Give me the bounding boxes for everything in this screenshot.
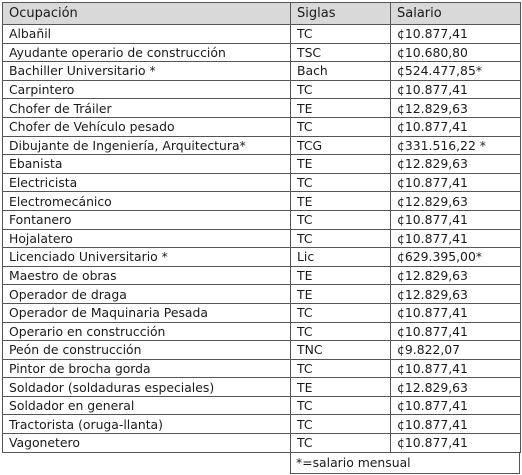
table-row [3, 80, 521, 99]
header-salary: Salario [391, 3, 521, 25]
cell-occupation: Operador de draga [3, 285, 291, 304]
cell-code: TC [291, 359, 391, 378]
table-row [3, 359, 521, 378]
cell-occupation: Electromecánico [3, 192, 291, 211]
cell-code: TE [291, 155, 391, 174]
footnote: *=salario mensual [290, 452, 520, 474]
table-row [3, 396, 521, 415]
cell-code: TE [291, 99, 391, 118]
cell-occupation: Soldador (soldaduras especiales) [3, 378, 291, 397]
cell-salary: ¢331.516,22 * [391, 136, 521, 155]
cell-code: TC [291, 210, 391, 229]
cell-salary: ¢10.877,41 [391, 210, 521, 229]
cell-code: TE [291, 285, 391, 304]
table-row [3, 285, 521, 304]
table-row [3, 25, 521, 44]
cell-code: TC [291, 173, 391, 192]
cell-code: Bach [291, 62, 391, 81]
table-row [3, 415, 521, 434]
cell-occupation: Operador de Maquinaria Pesada [3, 303, 291, 322]
cell-code: TC [291, 80, 391, 99]
table-row [3, 341, 521, 360]
table-row [3, 43, 521, 62]
table-row [3, 136, 521, 155]
cell-salary: ¢10.877,41 [391, 117, 521, 136]
cell-code: TE [291, 266, 391, 285]
table-row [3, 99, 521, 118]
cell-code: TC [291, 322, 391, 341]
cell-occupation: Chofer de Vehículo pesado [3, 117, 291, 136]
table-row [3, 210, 521, 229]
cell-salary: ¢12.829,63 [391, 155, 521, 174]
table-row [3, 229, 521, 248]
cell-salary: ¢10.877,41 [391, 396, 521, 415]
table-row [3, 192, 521, 211]
cell-code: TE [291, 192, 391, 211]
cell-code: TNC [291, 341, 391, 360]
cell-salary: ¢12.829,63 [391, 378, 521, 397]
cell-code: TC [291, 434, 391, 453]
cell-salary: ¢9.822,07 [391, 341, 521, 360]
table-row [3, 378, 521, 397]
cell-salary: ¢12.829,63 [391, 266, 521, 285]
cell-code: TC [291, 415, 391, 434]
header-occupation: Ocupación [3, 3, 291, 25]
cell-occupation: Ebanista [3, 155, 291, 174]
table-row [3, 434, 521, 453]
table-row [3, 117, 521, 136]
cell-occupation: Licenciado Universitario * [3, 248, 291, 267]
cell-salary: ¢10.877,41 [391, 415, 521, 434]
cell-occupation: Hojalatero [3, 229, 291, 248]
cell-salary: ¢12.829,63 [391, 285, 521, 304]
cell-code: TC [291, 303, 391, 322]
cell-code: TC [291, 396, 391, 415]
cell-salary: ¢10.877,41 [391, 229, 521, 248]
cell-salary: ¢10.877,41 [391, 80, 521, 99]
cell-salary: ¢10.877,41 [391, 359, 521, 378]
cell-occupation: Albañil [3, 25, 291, 44]
cell-occupation: Electricista [3, 173, 291, 192]
cell-occupation: Peón de construcción [3, 341, 291, 360]
cell-salary: ¢10.877,41 [391, 303, 521, 322]
cell-code: Lic [291, 248, 391, 267]
cell-salary: ¢10.877,41 [391, 322, 521, 341]
cell-salary: ¢10.877,41 [391, 434, 521, 453]
table-header-row [3, 3, 521, 25]
cell-code: TE [291, 378, 391, 397]
cell-salary: ¢10.877,41 [391, 25, 521, 44]
cell-occupation: Chofer de Tráiler [3, 99, 291, 118]
table-row [3, 155, 521, 174]
table-row [3, 173, 521, 192]
cell-salary: ¢10.877,41 [391, 173, 521, 192]
cell-salary: ¢524.477,85* [391, 62, 521, 81]
cell-salary: ¢12.829,63 [391, 192, 521, 211]
table-row [3, 322, 521, 341]
cell-code: TC [291, 229, 391, 248]
table-row [3, 62, 521, 81]
cell-occupation: Carpintero [3, 80, 291, 99]
table-row [3, 266, 521, 285]
cell-occupation: Ayudante operario de construcción [3, 43, 291, 62]
cell-salary: ¢10.680,80 [391, 43, 521, 62]
cell-code: TSC [291, 43, 391, 62]
cell-occupation: Tractorista (oruga-llanta) [3, 415, 291, 434]
salary-table [2, 2, 521, 453]
cell-occupation: Fontanero [3, 210, 291, 229]
cell-salary: ¢12.829,63 [391, 99, 521, 118]
cell-code: TC [291, 25, 391, 44]
cell-code: TCG [291, 136, 391, 155]
cell-salary: ¢629.395,00* [391, 248, 521, 267]
table-body [3, 25, 521, 453]
cell-occupation: Dibujante de Ingeniería, Arquitectura* [3, 136, 291, 155]
cell-occupation: Bachiller Universitario * [3, 62, 291, 81]
cell-occupation: Maestro de obras [3, 266, 291, 285]
cell-occupation: Operario en construcción [3, 322, 291, 341]
cell-occupation: Vagonetero [3, 434, 291, 453]
table-row [3, 248, 521, 267]
header-code: Siglas [291, 3, 391, 25]
cell-occupation: Soldador en general [3, 396, 291, 415]
cell-occupation: Pintor de brocha gorda [3, 359, 291, 378]
table-row [3, 303, 521, 322]
cell-code: TC [291, 117, 391, 136]
